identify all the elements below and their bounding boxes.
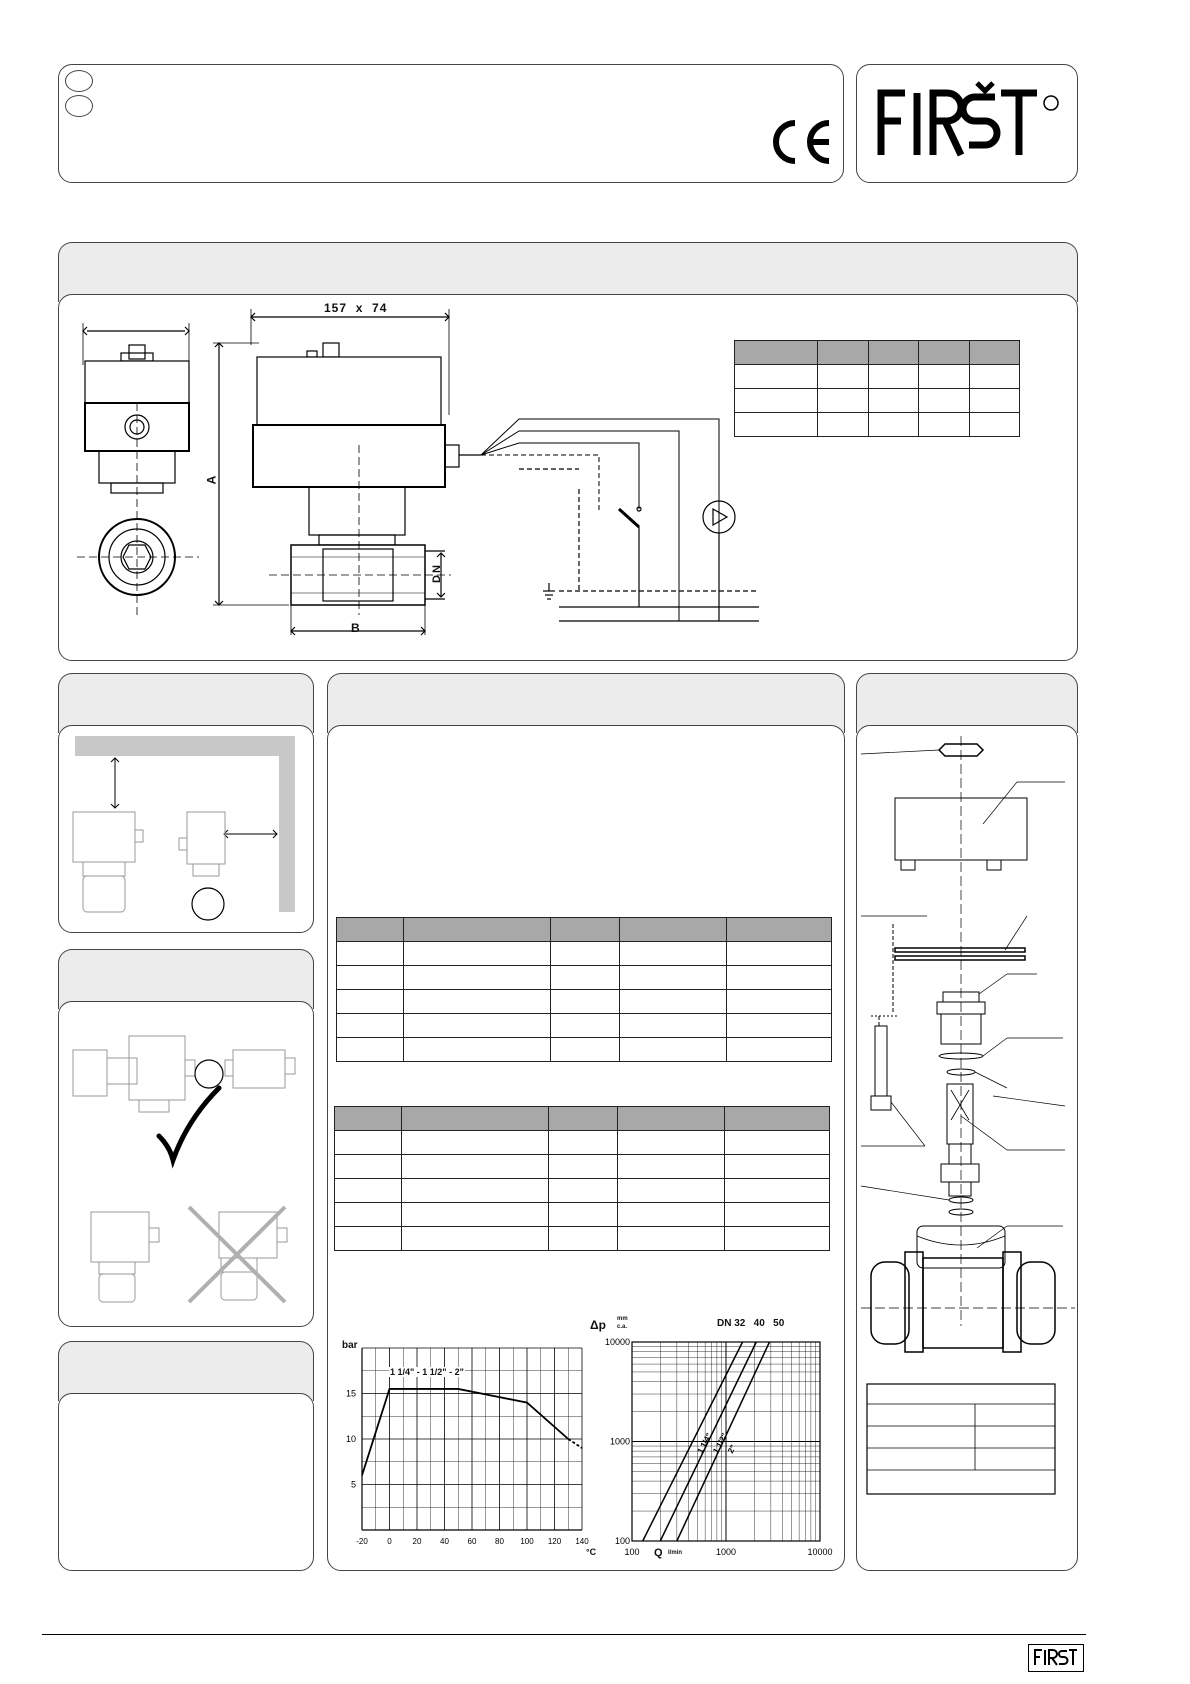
flow-y-tick-label: 100 <box>614 1536 630 1546</box>
dimension-width-label: B <box>351 621 360 635</box>
check-mark-icon <box>159 1088 219 1160</box>
pressure-x-tick-label: 80 <box>495 1537 504 1546</box>
notes-panel <box>58 1393 314 1571</box>
footer-logo-icon <box>1029 1645 1081 1669</box>
flow-chart-plot <box>590 1318 846 1568</box>
specs-table-2 <box>334 1106 830 1251</box>
flow-x-tick-label: 100 <box>624 1547 640 1557</box>
flow-series-label: 2" <box>726 1443 738 1455</box>
pressure-chart-ylabel: bar <box>342 1340 358 1351</box>
spare-parts-header <box>856 673 1078 733</box>
dimensions-panel <box>58 294 1078 661</box>
notes-header <box>58 1341 314 1401</box>
pressure-curve <box>362 1389 568 1475</box>
valve-front-view <box>219 295 699 635</box>
flow-series-label: 1 1/2" <box>711 1431 730 1455</box>
flow-y-tick-label: 10000 <box>604 1337 630 1347</box>
mounting-panel <box>58 1001 314 1327</box>
flow-x-tick-label: 10000 <box>807 1547 833 1557</box>
footer-rule <box>42 1634 1086 1635</box>
pressure-x-tick-label: 100 <box>520 1537 534 1546</box>
ce-mark-icon <box>767 117 837 167</box>
dimension-height-label: A <box>204 475 219 485</box>
flow-chart-yunit-top: mm <box>617 1316 628 1322</box>
first-logo <box>875 83 1075 163</box>
clearance-diagram <box>59 726 309 926</box>
language-badge-2 <box>65 95 93 117</box>
pressure-x-tick-label: 40 <box>440 1537 449 1546</box>
exploded-view-diagram <box>857 726 1079 1572</box>
flow-y-tick-label: 1000 <box>609 1436 630 1447</box>
flow-chart-xlabel: Q <box>654 1547 663 1559</box>
pressure-x-tick-label: 60 <box>467 1537 477 1546</box>
specs-table-1 <box>336 917 832 1062</box>
dimensions-table <box>734 340 1020 437</box>
title-panel <box>58 64 844 183</box>
technical-data-header <box>327 673 845 733</box>
clearance-panel <box>58 725 314 933</box>
pressure-curve-extension <box>568 1439 582 1448</box>
flow-chart-yunit-bottom: c.a. <box>617 1324 628 1330</box>
pressure-x-tick-label: 140 <box>575 1537 589 1546</box>
flow-x-tick-label: 1000 <box>715 1547 737 1557</box>
pressure-y-tick-label: 15 <box>345 1388 356 1399</box>
flow-chart-ylabel: Δp <box>590 1318 606 1332</box>
pressure-x-tick-label: 0 <box>387 1537 392 1546</box>
pressure-x-tick-label: 20 <box>412 1537 422 1546</box>
pressure-y-tick-label: 5 <box>350 1479 356 1490</box>
flow-chart <box>590 1318 846 1568</box>
dimension-top-label: 157 x 74 <box>324 301 388 315</box>
pressure-x-tick-label: 120 <box>547 1537 562 1546</box>
pressure-y-tick-label: 10 <box>345 1434 356 1444</box>
dimensions-header <box>58 242 1078 302</box>
pressure-chart <box>328 1326 598 1566</box>
pressure-x-tick-label: -20 <box>356 1537 368 1546</box>
mounting-diagram <box>59 1002 309 1322</box>
cross-mark-icon <box>189 1207 285 1302</box>
flow-chart-xunit: l/min <box>668 1550 683 1556</box>
flow-series-label: 1 1/4" <box>695 1431 714 1455</box>
language-badge-1 <box>65 70 93 92</box>
logo-panel <box>856 64 1078 183</box>
pressure-chart-series-label: 1 1/4" - 1 1/2" - 2" <box>390 1367 464 1377</box>
footer-logo <box>1028 1644 1084 1672</box>
pressure-chart-xunit: °C <box>586 1547 597 1557</box>
flow-chart-dn-label: DN 32 40 50 <box>717 1318 785 1329</box>
technical-data-panel <box>327 725 845 1571</box>
pressure-chart-plot <box>328 1326 598 1566</box>
spare-parts-panel <box>856 725 1078 1571</box>
clearance-header <box>58 673 314 733</box>
mounting-header <box>58 949 314 1009</box>
dimension-dn-label: DN <box>430 563 443 583</box>
